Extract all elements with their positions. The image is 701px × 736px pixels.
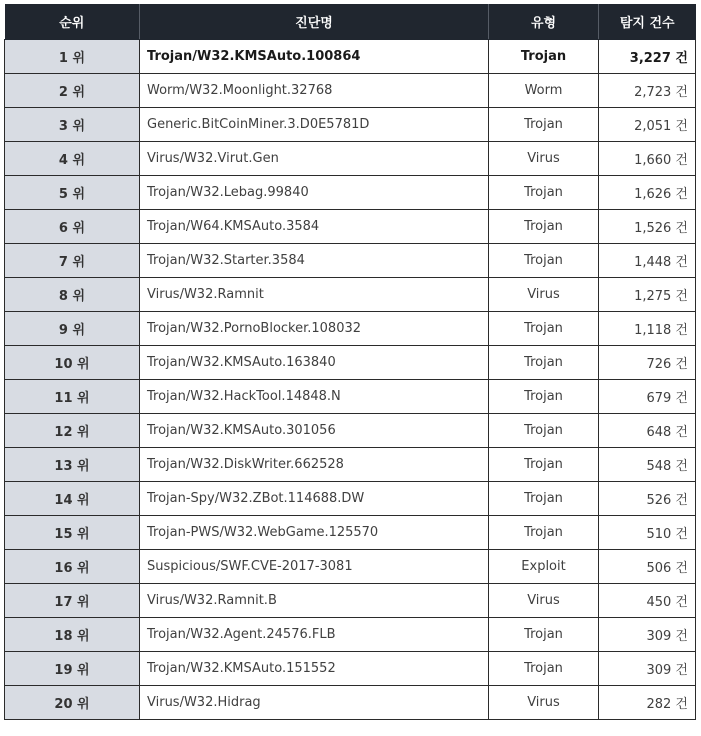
name-cell: Trojan-Spy/W32.ZBot.114688.DW (140, 482, 489, 516)
table-row (5, 550, 696, 584)
count-cell: 450 건 (599, 584, 696, 618)
table-row (5, 448, 696, 482)
type-cell: Trojan (489, 380, 599, 414)
type-cell: Trojan (489, 618, 599, 652)
table-row (5, 108, 696, 142)
rank-cell: 11 위 (5, 380, 140, 414)
name-cell: Suspicious/SWF.CVE-2017-3081 (140, 550, 489, 584)
count-cell: 1,660 건 (599, 142, 696, 176)
rank-cell: 3 위 (5, 108, 140, 142)
table-row (5, 74, 696, 108)
name-cell: Trojan/W32.Lebag.99840 (140, 176, 489, 210)
table-row (5, 584, 696, 618)
count-cell: 648 건 (599, 414, 696, 448)
rank-cell: 16 위 (5, 550, 140, 584)
count-cell: 2,723 건 (599, 74, 696, 108)
name-cell: Trojan/W32.Starter.3584 (140, 244, 489, 278)
rank-cell: 1 위 (5, 40, 140, 74)
count-cell: 726 건 (599, 346, 696, 380)
table-row (5, 516, 696, 550)
count-cell: 1,448 건 (599, 244, 696, 278)
count-cell: 282 건 (599, 686, 696, 720)
count-cell: 309 건 (599, 652, 696, 686)
table-row (5, 244, 696, 278)
rank-cell: 10 위 (5, 346, 140, 380)
name-cell: Trojan-PWS/W32.WebGame.125570 (140, 516, 489, 550)
type-cell: Trojan (489, 482, 599, 516)
table-row (5, 312, 696, 346)
table-row (5, 414, 696, 448)
name-cell: Trojan/W32.KMSAuto.100864 (140, 40, 489, 74)
table-row (5, 482, 696, 516)
rank-cell: 17 위 (5, 584, 140, 618)
type-cell: Virus (489, 686, 599, 720)
count-cell: 1,275 건 (599, 278, 696, 312)
type-cell: Virus (489, 278, 599, 312)
rank-cell: 2 위 (5, 74, 140, 108)
count-cell: 1,626 건 (599, 176, 696, 210)
count-cell: 526 건 (599, 482, 696, 516)
table-header (5, 4, 696, 40)
table-row (5, 176, 696, 210)
header-row (5, 4, 696, 40)
table-row (5, 652, 696, 686)
type-cell: Trojan (489, 312, 599, 346)
type-cell: Virus (489, 142, 599, 176)
type-cell: Trojan (489, 176, 599, 210)
name-cell: Trojan/W32.KMSAuto.301056 (140, 414, 489, 448)
type-cell: Trojan (489, 210, 599, 244)
header-type: 유형 (489, 4, 599, 40)
type-cell: Trojan (489, 448, 599, 482)
table-row (5, 278, 696, 312)
header-name: 진단명 (140, 4, 489, 40)
table-row (5, 380, 696, 414)
rank-cell: 7 위 (5, 244, 140, 278)
type-cell: Trojan (489, 414, 599, 448)
name-cell: Generic.BitCoinMiner.3.D0E5781D (140, 108, 489, 142)
count-cell: 548 건 (599, 448, 696, 482)
header-count: 탐지 건수 (599, 4, 696, 40)
count-cell: 1,118 건 (599, 312, 696, 346)
table-row (5, 40, 696, 74)
rank-cell: 9 위 (5, 312, 140, 346)
type-cell: Trojan (489, 516, 599, 550)
rank-cell: 13 위 (5, 448, 140, 482)
name-cell: Trojan/W32.DiskWriter.662528 (140, 448, 489, 482)
count-cell: 1,526 건 (599, 210, 696, 244)
detection-ranking-table-container (4, 4, 696, 720)
type-cell: Worm (489, 74, 599, 108)
table-row (5, 346, 696, 380)
type-cell: Trojan (489, 346, 599, 380)
name-cell: Virus/W32.Ramnit.B (140, 584, 489, 618)
type-cell: Trojan (489, 108, 599, 142)
type-cell: Trojan (489, 40, 599, 74)
count-cell: 309 건 (599, 618, 696, 652)
rank-cell: 14 위 (5, 482, 140, 516)
name-cell: Trojan/W32.KMSAuto.151552 (140, 652, 489, 686)
rank-cell: 19 위 (5, 652, 140, 686)
table-row (5, 142, 696, 176)
table-row (5, 618, 696, 652)
detection-ranking-table (4, 4, 696, 720)
rank-cell: 15 위 (5, 516, 140, 550)
type-cell: Trojan (489, 652, 599, 686)
rank-cell: 5 위 (5, 176, 140, 210)
rank-cell: 12 위 (5, 414, 140, 448)
count-cell: 679 건 (599, 380, 696, 414)
type-cell: Trojan (489, 244, 599, 278)
name-cell: Trojan/W32.KMSAuto.163840 (140, 346, 489, 380)
name-cell: Trojan/W32.Agent.24576.FLB (140, 618, 489, 652)
header-rank: 순위 (5, 4, 140, 40)
type-cell: Virus (489, 584, 599, 618)
count-cell: 510 건 (599, 516, 696, 550)
table-body (5, 40, 696, 720)
name-cell: Trojan/W32.HackTool.14848.N (140, 380, 489, 414)
count-cell: 506 건 (599, 550, 696, 584)
name-cell: Virus/W32.Virut.Gen (140, 142, 489, 176)
table-row (5, 686, 696, 720)
name-cell: Trojan/W64.KMSAuto.3584 (140, 210, 489, 244)
rank-cell: 4 위 (5, 142, 140, 176)
type-cell: Exploit (489, 550, 599, 584)
count-cell: 2,051 건 (599, 108, 696, 142)
rank-cell: 18 위 (5, 618, 140, 652)
rank-cell: 8 위 (5, 278, 140, 312)
name-cell: Virus/W32.Ramnit (140, 278, 489, 312)
name-cell: Virus/W32.Hidrag (140, 686, 489, 720)
rank-cell: 20 위 (5, 686, 140, 720)
name-cell: Trojan/W32.PornoBlocker.108032 (140, 312, 489, 346)
rank-cell: 6 위 (5, 210, 140, 244)
name-cell: Worm/W32.Moonlight.32768 (140, 74, 489, 108)
table-row (5, 210, 696, 244)
count-cell: 3,227 건 (599, 40, 696, 74)
